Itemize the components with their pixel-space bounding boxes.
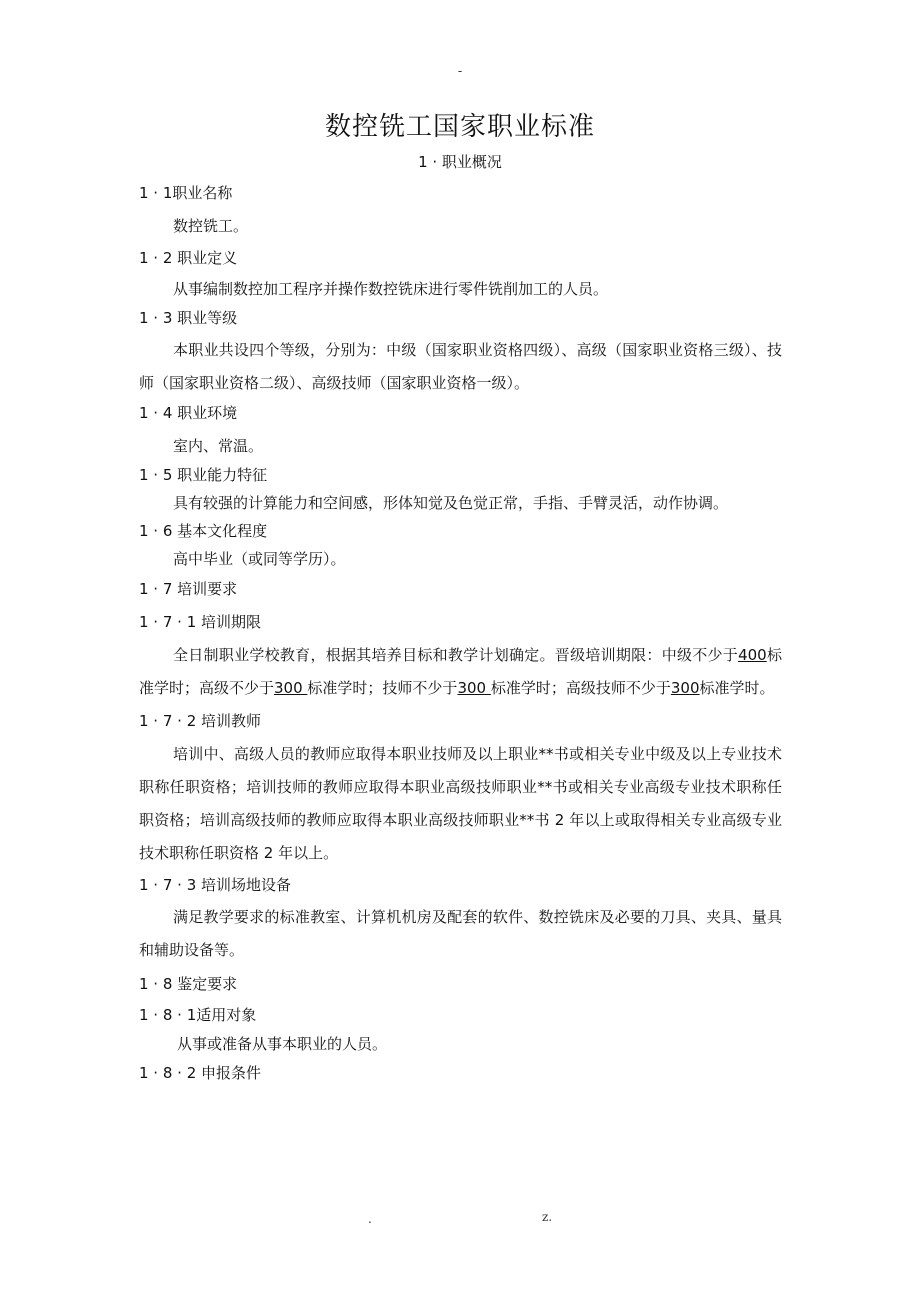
footer-right-mark: z. xyxy=(542,1210,553,1224)
document-title: 数控铣工国家职业标准 xyxy=(324,112,595,142)
heading-1-8-1: 1 · 8 · 1适用对象 xyxy=(139,1006,257,1024)
para-1-7-3: 满足教学要求的标准教室、计算机机房及配套的软件、数控铣床及必要的刀具、夹具、量具和辅助设备等。 xyxy=(139,908,782,959)
para-1-3: 本职业共设四个等级，分别为：中级（国家职业资格四级）、高级（国家职业资格三级）、技师（国家职业资格二级）、高级技师（国家职业资格一级）。 xyxy=(139,341,782,392)
para-1-6: 高中毕业（或同等学历）。 xyxy=(173,550,346,568)
para-1-7-1 xyxy=(139,639,782,705)
document-body xyxy=(139,182,782,1084)
para-1-1: 数控铣工。 xyxy=(173,217,249,235)
heading-1-3: 1 · 3 职业等级 xyxy=(139,309,238,327)
para-1-4: 室内、常温。 xyxy=(173,437,264,455)
heading-1-7-2: 1 · 7 · 2 培训教师 xyxy=(139,712,262,730)
text-run: 标准学时；高级技师不少于 xyxy=(490,679,671,697)
heading-1-7: 1 · 7 培训要求 xyxy=(139,580,238,598)
text-run: 标准学时；技师不少于 xyxy=(307,679,458,697)
hours-mid: 400 xyxy=(738,646,767,664)
heading-1-7-1: 1 · 7 · 1 培训期限 xyxy=(139,613,262,631)
header-mark: - xyxy=(457,64,463,78)
heading-1-8-2: 1 · 8 · 2 申报条件 xyxy=(139,1064,262,1082)
text-run: 标准学时；高级不少于 xyxy=(139,646,782,697)
hours-senior: 300 xyxy=(274,679,308,697)
heading-1-8: 1 · 8 鉴定要求 xyxy=(139,975,238,993)
heading-1-4: 1 · 4 职业环境 xyxy=(139,404,238,422)
footer-left-mark: . xyxy=(368,1212,372,1226)
heading-1-1: 1 · 1职业名称 xyxy=(139,184,233,202)
hours-senior-tech: 300 xyxy=(670,679,700,697)
text-run: 标准学时。 xyxy=(699,679,775,697)
para-1-5: 具有较强的计算能力和空间感，形体知觉及色觉正常，手指、手臂灵活，动作协调。 xyxy=(173,494,729,512)
text-run: 全日制职业学校教育，根据其培养目标和教学计划确定。晋级培训期限：中级不少于 xyxy=(173,646,739,664)
chapter-heading: 1 · 职业概况 xyxy=(418,153,502,171)
hours-tech: 300 xyxy=(457,679,491,697)
heading-1-2: 1 · 2 职业定义 xyxy=(139,249,238,267)
para-1-7-2: 培训中、高级人员的教师应取得本职业技师及以上职业**书或相关专业中级及以上专业技术职称任职资格；培训技师的教师应取得本职业高级技师职业**书或相关专业高级专业技术职称任职资格；培训高级技师的教师应取得本职业高级技师职业**书 2 年以上或取得相关专业高级专业技术职称任职资格 2 年以上。 xyxy=(139,745,782,862)
heading-1-6: 1 · 6 基本文化程度 xyxy=(139,522,268,540)
para-1-8-1: 从事或准备从事本职业的人员。 xyxy=(177,1035,388,1053)
heading-1-7-3: 1 · 7 · 3 培训场地设备 xyxy=(139,876,292,894)
para-1-2: 从事编制数控加工程序并操作数控铣床进行零件铣削加工的人员。 xyxy=(173,280,609,298)
heading-1-5: 1 · 5 职业能力特征 xyxy=(139,466,268,484)
